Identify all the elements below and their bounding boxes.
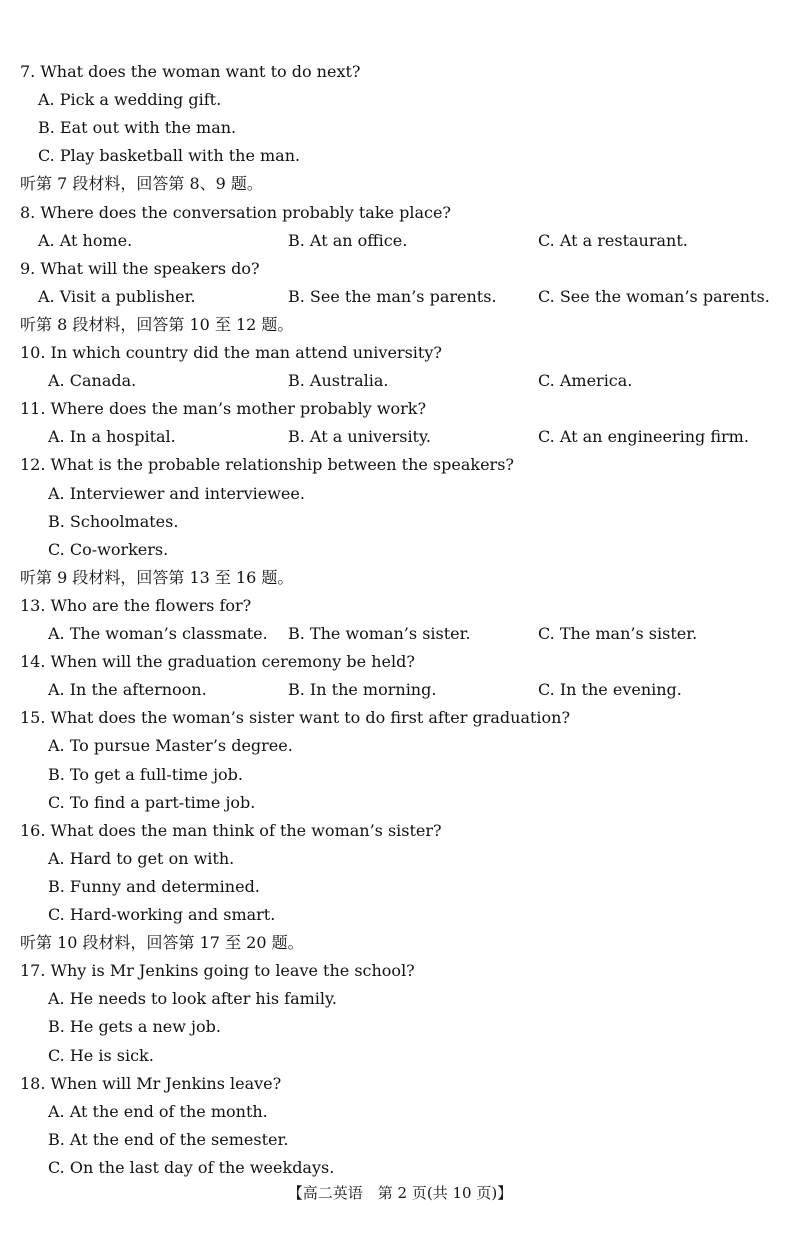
question-text: 9. What will the speakers do? [20,258,260,278]
answer-option-line [0,1154,800,1182]
option-row [0,620,800,648]
answer-option-line [0,761,800,789]
option-b: B. At a university. [288,427,431,447]
option-row [0,367,800,395]
option-a: A. In the afternoon. [48,680,207,700]
answer-option: C. On the last day of the weekdays. [48,1157,335,1177]
section-instruction-line [0,311,800,339]
question-text: 16. What does the man think of the woman’s sister? [20,820,442,840]
question-text: 13. Who are the flowers for? [20,595,252,615]
answer-option-line [0,1042,800,1070]
option-row [0,227,800,255]
option-c: C. See the woman’s parents. [538,286,770,306]
option-c: C. The man’s sister. [538,624,698,643]
answer-option-line [0,114,800,142]
section-instruction: 听第 10 段材料，回答第 17 至 20 题。 [20,933,304,953]
question-text: 10. In which country did the man attend university? [20,343,442,362]
option-b: B. Australia. [288,371,389,391]
answer-option-line [0,845,800,873]
answer-option-line [0,1013,800,1041]
question-text-line [0,58,800,86]
section-instruction-line [0,564,800,592]
question-text-line [0,592,800,620]
answer-option-line [0,873,800,901]
answer-option: B. He gets a new job. [48,1017,221,1037]
option-b: B. The woman’s sister. [288,624,471,643]
answer-option: A. Pick a wedding gift. [38,90,222,110]
question-text: 11. Where does the man’s mother probably work? [20,399,427,419]
option-c: C. In the evening. [538,680,682,700]
question-text: 15. What does the woman’s sister want to do first after graduation? [20,708,571,728]
option-a: A. At home. [38,230,133,250]
question-text-line [0,957,800,985]
answer-option: B. Funny and determined. [48,876,260,896]
question-text: 17. Why is Mr Jenkins going to leave the school? [20,961,415,981]
question-text-line [0,451,800,479]
question-text-line [0,817,800,845]
answer-option: B. To get a full-time job. [48,764,243,784]
question-text-line [0,704,800,732]
answer-option-line [0,480,800,508]
section-instruction: 听第 9 段材料，回答第 13 至 16 题。 [20,567,294,587]
question-text-line [0,648,800,676]
answer-option: A. To pursue Master’s degree. [48,736,293,756]
option-a: A. Visit a publisher. [38,286,196,306]
answer-option-line [0,901,800,929]
question-text: 12. What is the probable relationship between the speakers? [20,455,514,475]
question-text: 18. When will Mr Jenkins leave? [20,1073,282,1093]
option-c: C. At an engineering firm. [538,427,749,447]
answer-option-line [0,1098,800,1126]
option-b: B. In the morning. [288,680,437,700]
option-c: C. America. [538,371,633,391]
section-instruction-line [0,929,800,957]
answer-option: C. Play basketball with the man. [38,146,301,166]
answer-option: C. To find a part-time job. [48,792,256,812]
answer-option-line [0,536,800,564]
answer-option: A. Hard to get on with. [48,848,235,868]
answer-option-line [0,985,800,1013]
question-text-line [0,255,800,283]
answer-option-line [0,86,800,114]
answer-option-line [0,508,800,536]
option-row [0,676,800,704]
answer-option: B. Eat out with the man. [38,118,237,138]
answer-option: C. He is sick. [48,1045,154,1065]
question-text: 14. When will the graduation ceremony be held? [20,652,415,672]
page-footer: 【高二英语 第 2 页(共 10 页)】 [287,1184,513,1202]
answer-option: B. At the end of the semester. [48,1129,289,1149]
section-instruction: 听第 7 段材料，回答第 8、9 题。 [20,174,263,194]
answer-option: A. At the end of the month. [48,1101,268,1121]
answer-option: C. Co-workers. [48,539,169,559]
question-text: 8. Where does the conversation probably take place? [20,202,451,222]
option-b: B. At an office. [288,230,408,250]
option-row [0,283,800,311]
answer-option-line [0,789,800,817]
option-a: A. The woman’s classmate. [48,624,268,643]
question-text-line [0,395,800,423]
option-row [0,423,800,451]
option-a: A. Canada. [48,371,137,391]
question-text-line [0,199,800,227]
answer-option-line [0,142,800,170]
question-text: 7. What does the woman want to do next? [20,62,361,81]
section-instruction: 听第 8 段材料，回答第 10 至 12 题。 [20,314,294,334]
answer-option: C. Hard-working and smart. [48,905,276,924]
answer-option: A. Interviewer and interviewee. [48,483,305,503]
question-text-line [0,339,800,367]
option-a: A. In a hospital. [48,427,176,447]
question-text-line [0,1070,800,1098]
option-b: B. See the man’s parents. [288,286,497,306]
option-c: C. At a restaurant. [538,230,688,250]
answer-option-line [0,1126,800,1154]
answer-option: B. Schoolmates. [48,511,179,531]
section-instruction-line [0,170,800,198]
answer-option: A. He needs to look after his family. [48,989,338,1009]
answer-option-line [0,732,800,760]
